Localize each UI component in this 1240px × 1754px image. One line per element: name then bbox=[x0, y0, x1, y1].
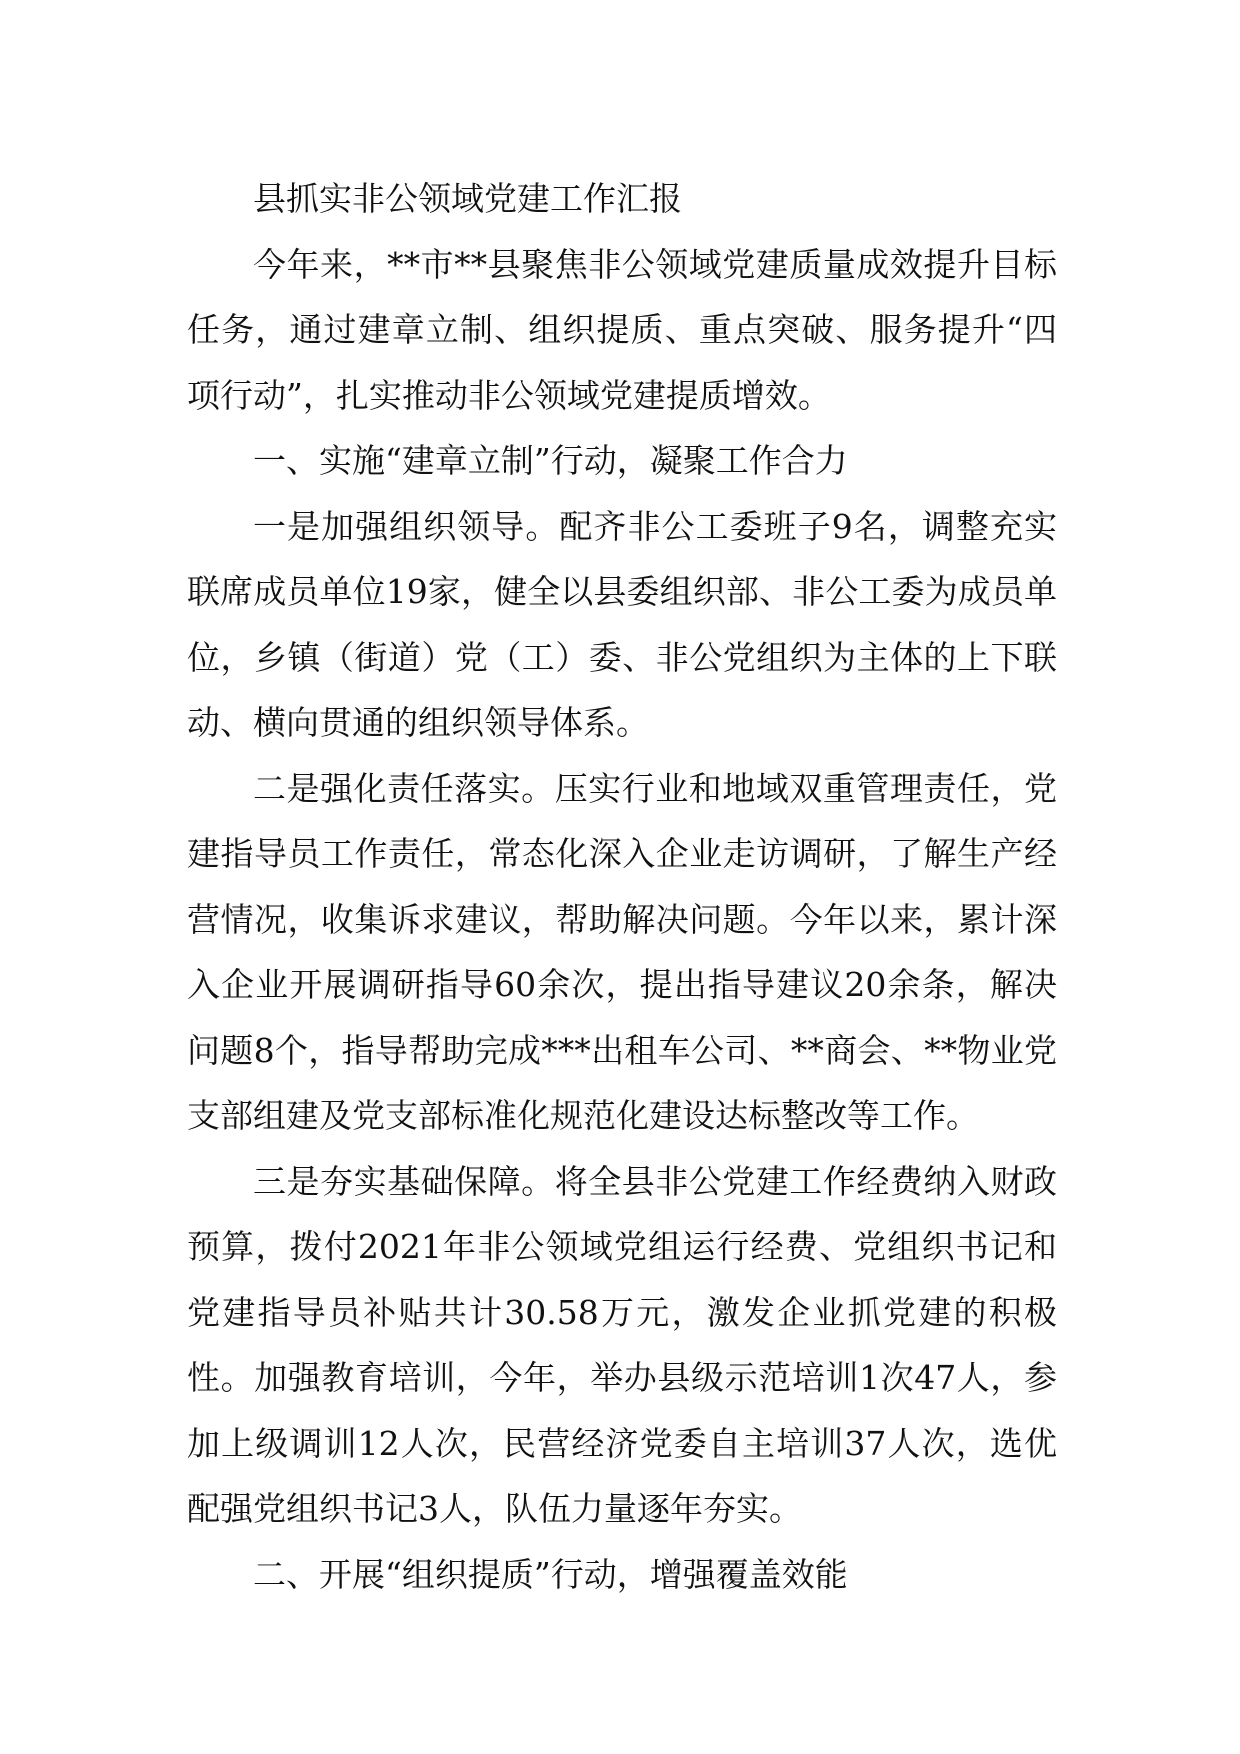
document-title: 县抓实非公领域党建工作汇报 bbox=[253, 179, 682, 218]
intro-paragraph: 今年来，**市**县聚焦非公领域党建质量成效提升目标任务，通过建章立制、组织提质、重点突破、服务提升“四项行动”，扎实推动非公领域党建提质增效。 bbox=[187, 244, 1057, 415]
paragraph-foundation: 三是夯实基础保障。将全县非公党建工作经费纳入财政预算，拨付2021年非公领域党组运行经费、党组织书记和党建指导员补贴共计30.58万元，激发企业抓党建的积极性。加强教育培训，今年，举办县级示范培训1次47人，参加上级调训12人次，民营经济党委自主培训37人次，选优配强党组织书记3人，队伍力量逐年夯实。 bbox=[187, 1161, 1057, 1528]
section-heading-2: 二、开展“组织提质”行动，增强覆盖效能 bbox=[253, 1554, 848, 1594]
paragraph-organization-leadership: 一是加强组织领导。配齐非公工委班子9名，调整充实联席成员单位19家，健全以县委组织部、非公工委为成员单位，乡镇（街道）党（工）委、非公党组织为主体的上下联动、横向贯通的组织领导体系。 bbox=[187, 506, 1057, 742]
section-heading-1: 一、实施“建章立制”行动，凝聚工作合力 bbox=[253, 441, 848, 480]
document-body bbox=[187, 166, 1057, 1607]
paragraph-responsibility: 二是强化责任落实。压实行业和地域双重管理责任，党建指导员工作责任，常态化深入企业走访调研，了解生产经营情况，收集诉求建议，帮助解决问题。今年以来，累计深入企业开展调研指导60余次，提出指导建议20余条，解决问题8个，指导帮助完成***出租车公司、**商会、**物业党支部组建及党支部标准化规范化建设达标整改等工作。 bbox=[187, 768, 1057, 1135]
